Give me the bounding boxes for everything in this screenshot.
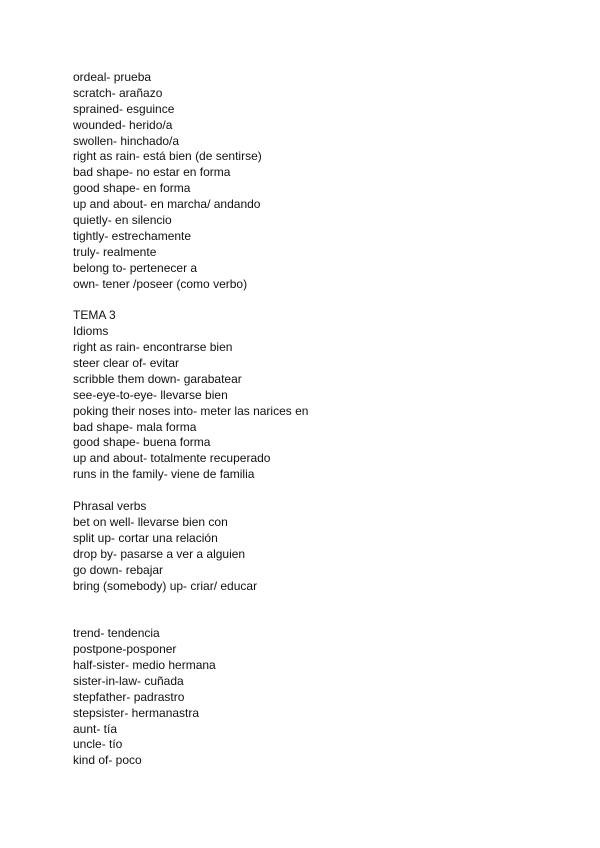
vocabulary-section-3 bbox=[73, 499, 573, 594]
vocab-line: ordeal- prueba bbox=[73, 70, 152, 84]
vocab-line: stepfather- padrastro bbox=[73, 689, 185, 704]
vocab-line: belong to- pertenecer a bbox=[73, 260, 198, 275]
vocab-line: trend- tendencia bbox=[73, 626, 160, 641]
vocab-line: scratch- arañazo bbox=[73, 85, 163, 100]
blank-line bbox=[73, 594, 573, 626]
vocab-line: up and about- totalmente recuperado bbox=[73, 451, 271, 466]
vocab-line: quietly- en silencio bbox=[73, 213, 172, 228]
section-subheading: Idioms bbox=[73, 324, 109, 339]
vocab-line: good shape- buena forma bbox=[73, 435, 211, 450]
vocab-line: steer clear of- evitar bbox=[73, 356, 180, 371]
vocab-line: stepsister- hermanastra bbox=[73, 705, 200, 720]
vocab-line: scribble them down- garabatear bbox=[73, 371, 242, 386]
vocab-line: swollen- hinchado/a bbox=[73, 133, 180, 148]
blank-line bbox=[73, 292, 573, 308]
vocab-line: kind of- poco bbox=[73, 753, 142, 768]
vocab-line: good shape- en forma bbox=[73, 181, 191, 196]
vocab-line: right as rain- está bien (de sentirse) bbox=[73, 149, 262, 164]
vocab-line: aunt- tía bbox=[73, 721, 118, 736]
vocab-line: half-sister- medio hermana bbox=[73, 657, 216, 672]
vocab-line: own- tener /poseer (como verbo) bbox=[73, 276, 248, 291]
vocab-line: uncle- tío bbox=[73, 737, 123, 752]
vocab-line: up and about- en marcha/ andando bbox=[73, 197, 261, 212]
vocabulary-section-1 bbox=[73, 70, 573, 292]
vocab-line: bring (somebody) up- criar/ educar bbox=[73, 578, 258, 593]
vocab-line: bad shape- mala forma bbox=[73, 419, 197, 434]
vocab-line: postpone-posponer bbox=[73, 642, 177, 657]
vocab-line: tightly- estrechamente bbox=[73, 228, 192, 243]
vocab-line: sprained- esguince bbox=[73, 101, 175, 116]
vocabulary-list bbox=[73, 70, 573, 769]
vocab-line: bet on well- llevarse bien con bbox=[73, 514, 228, 529]
vocabulary-section-4 bbox=[73, 626, 573, 769]
vocab-line: runs in the family- viene de familia bbox=[73, 467, 255, 482]
blank-line bbox=[73, 483, 573, 499]
vocab-line: go down- rebajar bbox=[73, 562, 164, 577]
vocab-line: truly- realmente bbox=[73, 244, 157, 259]
section-heading: Phrasal verbs bbox=[73, 499, 147, 514]
vocab-line: poking their noses into- meter las narices en bbox=[73, 403, 309, 418]
vocab-line: sister-in-law- cuñada bbox=[73, 673, 184, 688]
vocab-line: see-eye-to-eye- llevarse bien bbox=[73, 387, 228, 402]
vocab-line: right as rain- encontrarse bien bbox=[73, 340, 233, 355]
vocab-line: drop by- pasarse a ver a alguien bbox=[73, 546, 246, 561]
vocabulary-section-2 bbox=[73, 308, 573, 483]
vocab-line: split up- cortar una relación bbox=[73, 530, 218, 545]
section-heading: TEMA 3 bbox=[73, 308, 116, 323]
vocab-line: wounded- herido/a bbox=[73, 117, 173, 132]
vocab-line: bad shape- no estar en forma bbox=[73, 165, 231, 180]
